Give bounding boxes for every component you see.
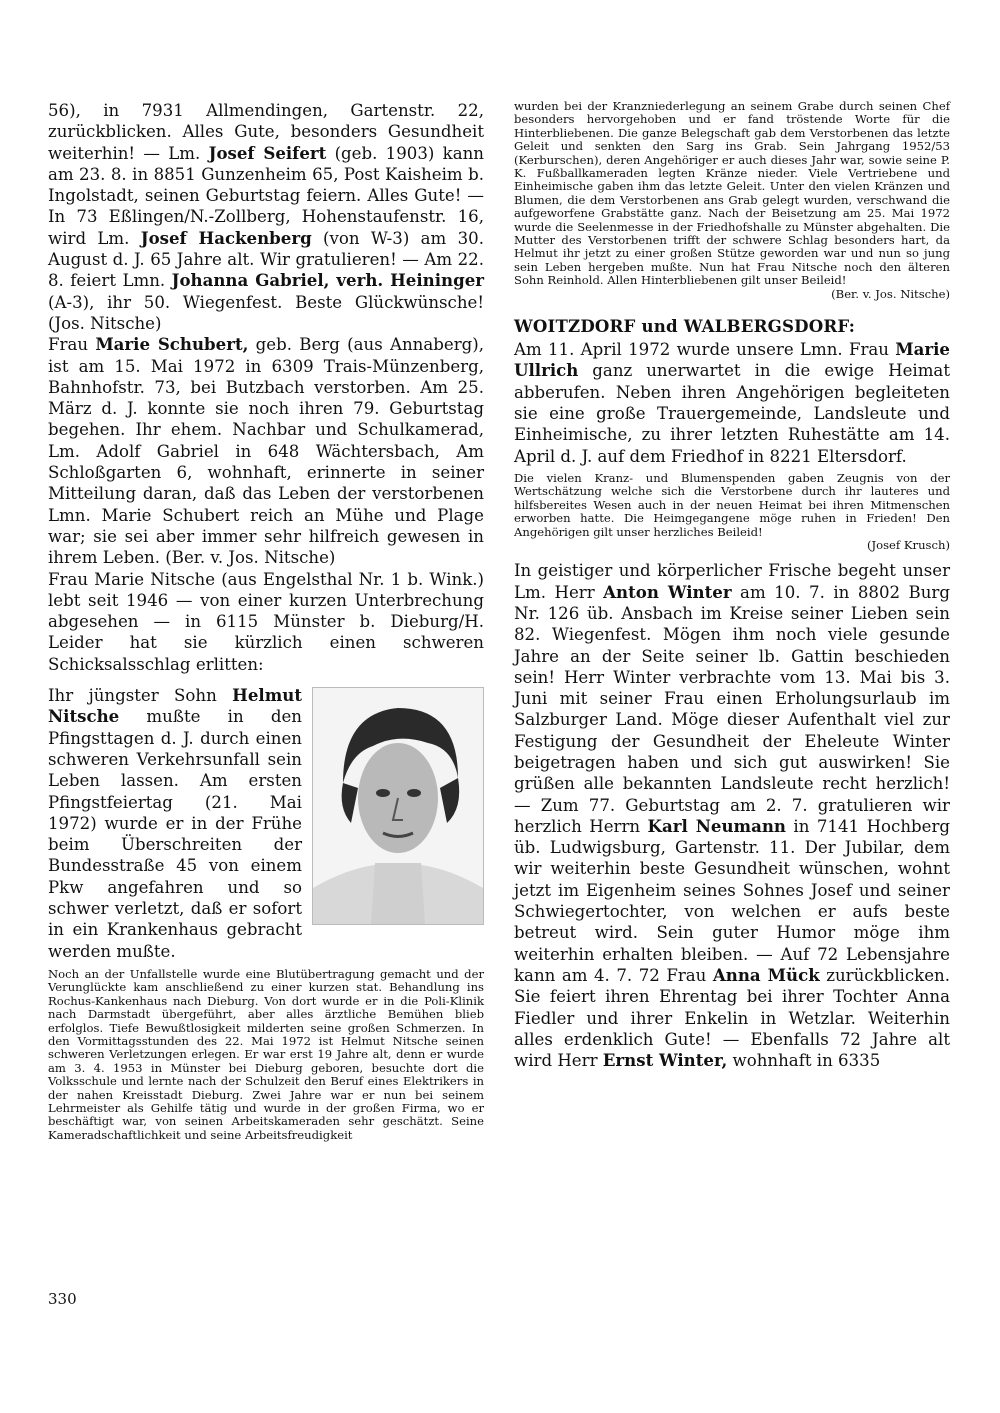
section-heading: WOITZDORF und WALBERGSDORF:: [514, 316, 856, 337]
portrait-photo: [312, 687, 484, 925]
text-run: Am 11. April 1972 wurde unsere Lmn. Frau: [514, 340, 896, 360]
text-run: In geistiger und körperlicher Frische begeht unser Lm. Herr: [514, 561, 950, 602]
bold-name: Marie Schubert,: [95, 334, 249, 355]
text-run: Ihr jüngster Sohn: [48, 686, 233, 706]
text-run: geb. Berg (aus Annaberg), ist am 15. Mai 1972 in 6309 Trais-Münzenberg, Bahnhofstr. 73, bei Butzbach verstorben. Am 25. März d. J. konnte sie noch ihren 79. Geburtstag begehen. Ihr ehem. Nachbar und Schulkamerad, Lm. Adolf Gabriel in 648 Wächtersbach, Am Schloßgarten 6, wohnhaft, erinnerte in seiner Mitteilung daran, daß das Leben der verstorbenen Lmn. Marie Schubert reich an Mühe und Plage war; sie sei aber immer sehr hilfreich gewesen in ihrem Leben. (Ber. v. Jos. Nitsche): [48, 335, 484, 568]
signature: (Ber. v. Jos. Nitsche): [831, 286, 950, 301]
text-run: ganz unerwartet in die ewige Heimat abberufen. Neben ihren Angehörigen begleiteten sie eine große Trauergemeinde, Landsleute und Einheimische, zu ihrer letzten Ruhestätte am 14. April d. J. auf dem Friedhof in 8221 Eltersdorf.: [514, 361, 950, 466]
bold-name: Helmut Nitsche: [48, 685, 302, 727]
article-paragraph: [48, 100, 484, 334]
text-run: wohnhaft in 6335: [727, 1051, 881, 1071]
text-run: 56), in 7931 Allmendingen, Gartenstr. 22, zurückblicken. Alles Gute, besonders Gesundheit weiterhin! — Lm.: [48, 101, 484, 163]
text-run: wurden bei der Kranzniederlegung an seinem Grabe durch seinen Chef besonders hervorgehoben und er fand tröstende Worte für die Hinterbliebenen. Die ganze Belegschaft gab dem Verstorbenen das letzte Geleit und senkten den Sarg ins Grab. Sein Jahrgang 1952/53 (Kerburschen), deren Angehöriger er auch dieses Jahr war, sowie seine P. K. Fußballkameraden legten Kränze nieder. Viele Vertriebene und Einheimische gaben ihm das letzte Geleit. Unter den vielen Kränzen und Blumen, die dem Verstorbenen ans Grab gelegt wurden, verschwand die aufgeworfene Grabstätte ganz. Nach der Beisetzung am 25. Mai 1972 wurde die Seelenmesse in der Friedhofshalle zu Münster abgehalten. Die Mutter des Verstorbenen trifft der schwere Schlag besonders hart, da Helmut ihr jetzt zu einer großen Stütze geworden war und nun so jung sein Leben hergeben mußte. Nun hat Frau Nitsche noch den älteren Sohn Reinhold. Allen Hinterbliebenen gilt unser Beileid!: [514, 99, 950, 288]
bold-name: Anna Mück: [712, 964, 820, 985]
text-run: Frau: [48, 335, 96, 355]
page-number: 330: [48, 1290, 77, 1308]
bold-name: Johanna Gabriel, verh. Heininger: [171, 270, 484, 291]
bold-name: Marie Ullrich: [514, 339, 950, 381]
article-paragraph-small: [514, 100, 950, 288]
article-paragraph: [48, 334, 484, 568]
text-run: Die vielen Kranz- und Blumenspenden gaben Zeugnis von der Wertschätzung welche sich die Verstorbene durch ihr lauteres und hilfsbereites Wesen auch in der neuen Heimat bei ihren Mitmenschen erworben hatte. Die Heimgegangene möge ruhen in Frieden! Den Angehörigen gilt unser herzliches Beileid!: [514, 470, 950, 539]
bold-name: Josef Hackenberg: [140, 227, 312, 248]
article-paragraph-small: [514, 472, 950, 539]
bold-name: Josef Seifert: [208, 142, 327, 163]
article-paragraph: [514, 560, 950, 1071]
left-column: [48, 100, 484, 1142]
bold-name: Karl Neumann: [647, 815, 786, 836]
article-paragraph: [514, 339, 950, 467]
article-paragraph: [48, 569, 484, 675]
helmut-paragraph: [48, 686, 302, 961]
right-column: [514, 100, 950, 1071]
article-paragraph-with-photo: [48, 685, 484, 962]
text-run: Noch an der Unfallstelle wurde eine Blutübertragung gemacht und der Verunglückte kam anschließend zu einer kurzen stat. Behandlung ins Rochus-Kankenhaus nach Dieburg. Von dort wurde er in die Poli-Klinik nach Darmstadt übergeführt, aber alles ärztliche Bemühen blieb erfolglos. Tiefe Bewußtlosigkeit milderten seine großen Schmerzen. In den Vormittagsstunden des 22. Mai 1972 ist Helmut Nitsche seinen schweren Verletzungen erlegen. Er war erst 19 Jahre alt, denn er wurde am 3. 4. 1953 in Münster bei Dieburg geboren, besuchte dort die Volksschule und lernte nach der Schulzeit den Beruf eines Elektrikers in der nahen Kreisstadt Dieburg. Zwei Jahre war er nun bei seinem Lehrmeister als Gehilfe tätig und wurde in der großen Firma, wo er beschäftigt war, von seinen Arbeitskameraden sehr geschätzt. Seine Kameradschaftlichkeit und seine Arbeitsfreudigkeit: [48, 966, 484, 1142]
text-run: (geb. 1903) kann am 23. 8. in 8851 Gunzenheim 65, Post Kaisheim b. Ingolstadt, seinen Geburtstag feiern. Alles Gute! — In 73 Eßlingen/N.-Zollberg, Hohenstaufenstr. 16, wird Lm.: [48, 143, 484, 248]
bold-name: Anton Winter: [603, 581, 732, 602]
text-run: (von W-3) am 30. August d. J. 65 Jahre alt. Wir gratulieren! — Am 22. 8. feiert Lmn.: [48, 228, 484, 291]
text-run: zurückblicken. Sie feiert ihren Ehrentag bei ihrer Tochter Anna Fiedler und ihrer Enkelin in Wetzlar. Weiterhin alles erdenklich Gute! — Ebenfalls 72 Jahre alt wird Herr: [514, 965, 950, 1071]
article-paragraph-small: [48, 968, 484, 1142]
text-run: in 7141 Hochberg üb. Ludwigsburg, Gartenstr. 11. Der Jubilar, dem wir weiterhin beste Gesundheit wünschen, wohnt jetzt im Eigenheim seines Sohnes Josef und seiner Schwiegertochter, von welchen er aufs beste betreut wird. Sein guter Humor möge ihm weiterhin erhalten bleiben. — Auf 72 Lebensjahre kann am 4. 7. 72 Frau: [514, 816, 951, 985]
text-run: am 10. 7. in 8802 Burg Nr. 126 üb. Ansbach im Kreise seiner Lieben sein 82. Wiegenfest. Mögen ihm noch viele gesunde Jahre an der Seite seiner lb. Gattin beschieden sein! Herr Winter verbrachte vom 13. Mai bis 3. Juni mit seiner Frau einen Erholungsurlaub im Salzburger Land. Möge dieser Aufenthalt viel zur Festigung der Gesundheit der Eheleute Winter beigetragen haben und sich gut auswirken! Sie grüßen alle bekannten Landsleute recht herzlich! — Zum 77. Geburtstag am 2. 7. gratulieren wir herzlich Herrn: [514, 582, 950, 836]
text-run: Frau Marie Nitsche (aus Engelsthal Nr. 1 b. Wink.) lebt seit 1946 — von einer kurzen Unterbrechung abgesehen — in 6115 Münster b. Dieburg/H. Leider hat sie kürzlich einen schweren Schicksalsschlag erlitten:: [48, 569, 484, 674]
portrait-photo-image: [313, 688, 483, 924]
signature: (Josef Krusch): [866, 537, 950, 552]
bold-name: Ernst Winter,: [602, 1050, 728, 1071]
text-run: mußte in den Pfingsttagen d. J. durch einen schweren Verkehrsunfall sein Leben lassen. Am ersten Pfingstfeiertag (21. Mai 1972) wurde er in der Frühe beim Überschreiten der Bundesstraße 45 von einem Pkw angefahren und so schwer verletzt, daß er sofort in ein Krankenhaus gebracht werden mußte.: [48, 707, 302, 961]
text-run: (A-3), ihr 50. Wiegenfest. Beste Glückwünsche! (Jos. Nitsche): [48, 292, 484, 333]
